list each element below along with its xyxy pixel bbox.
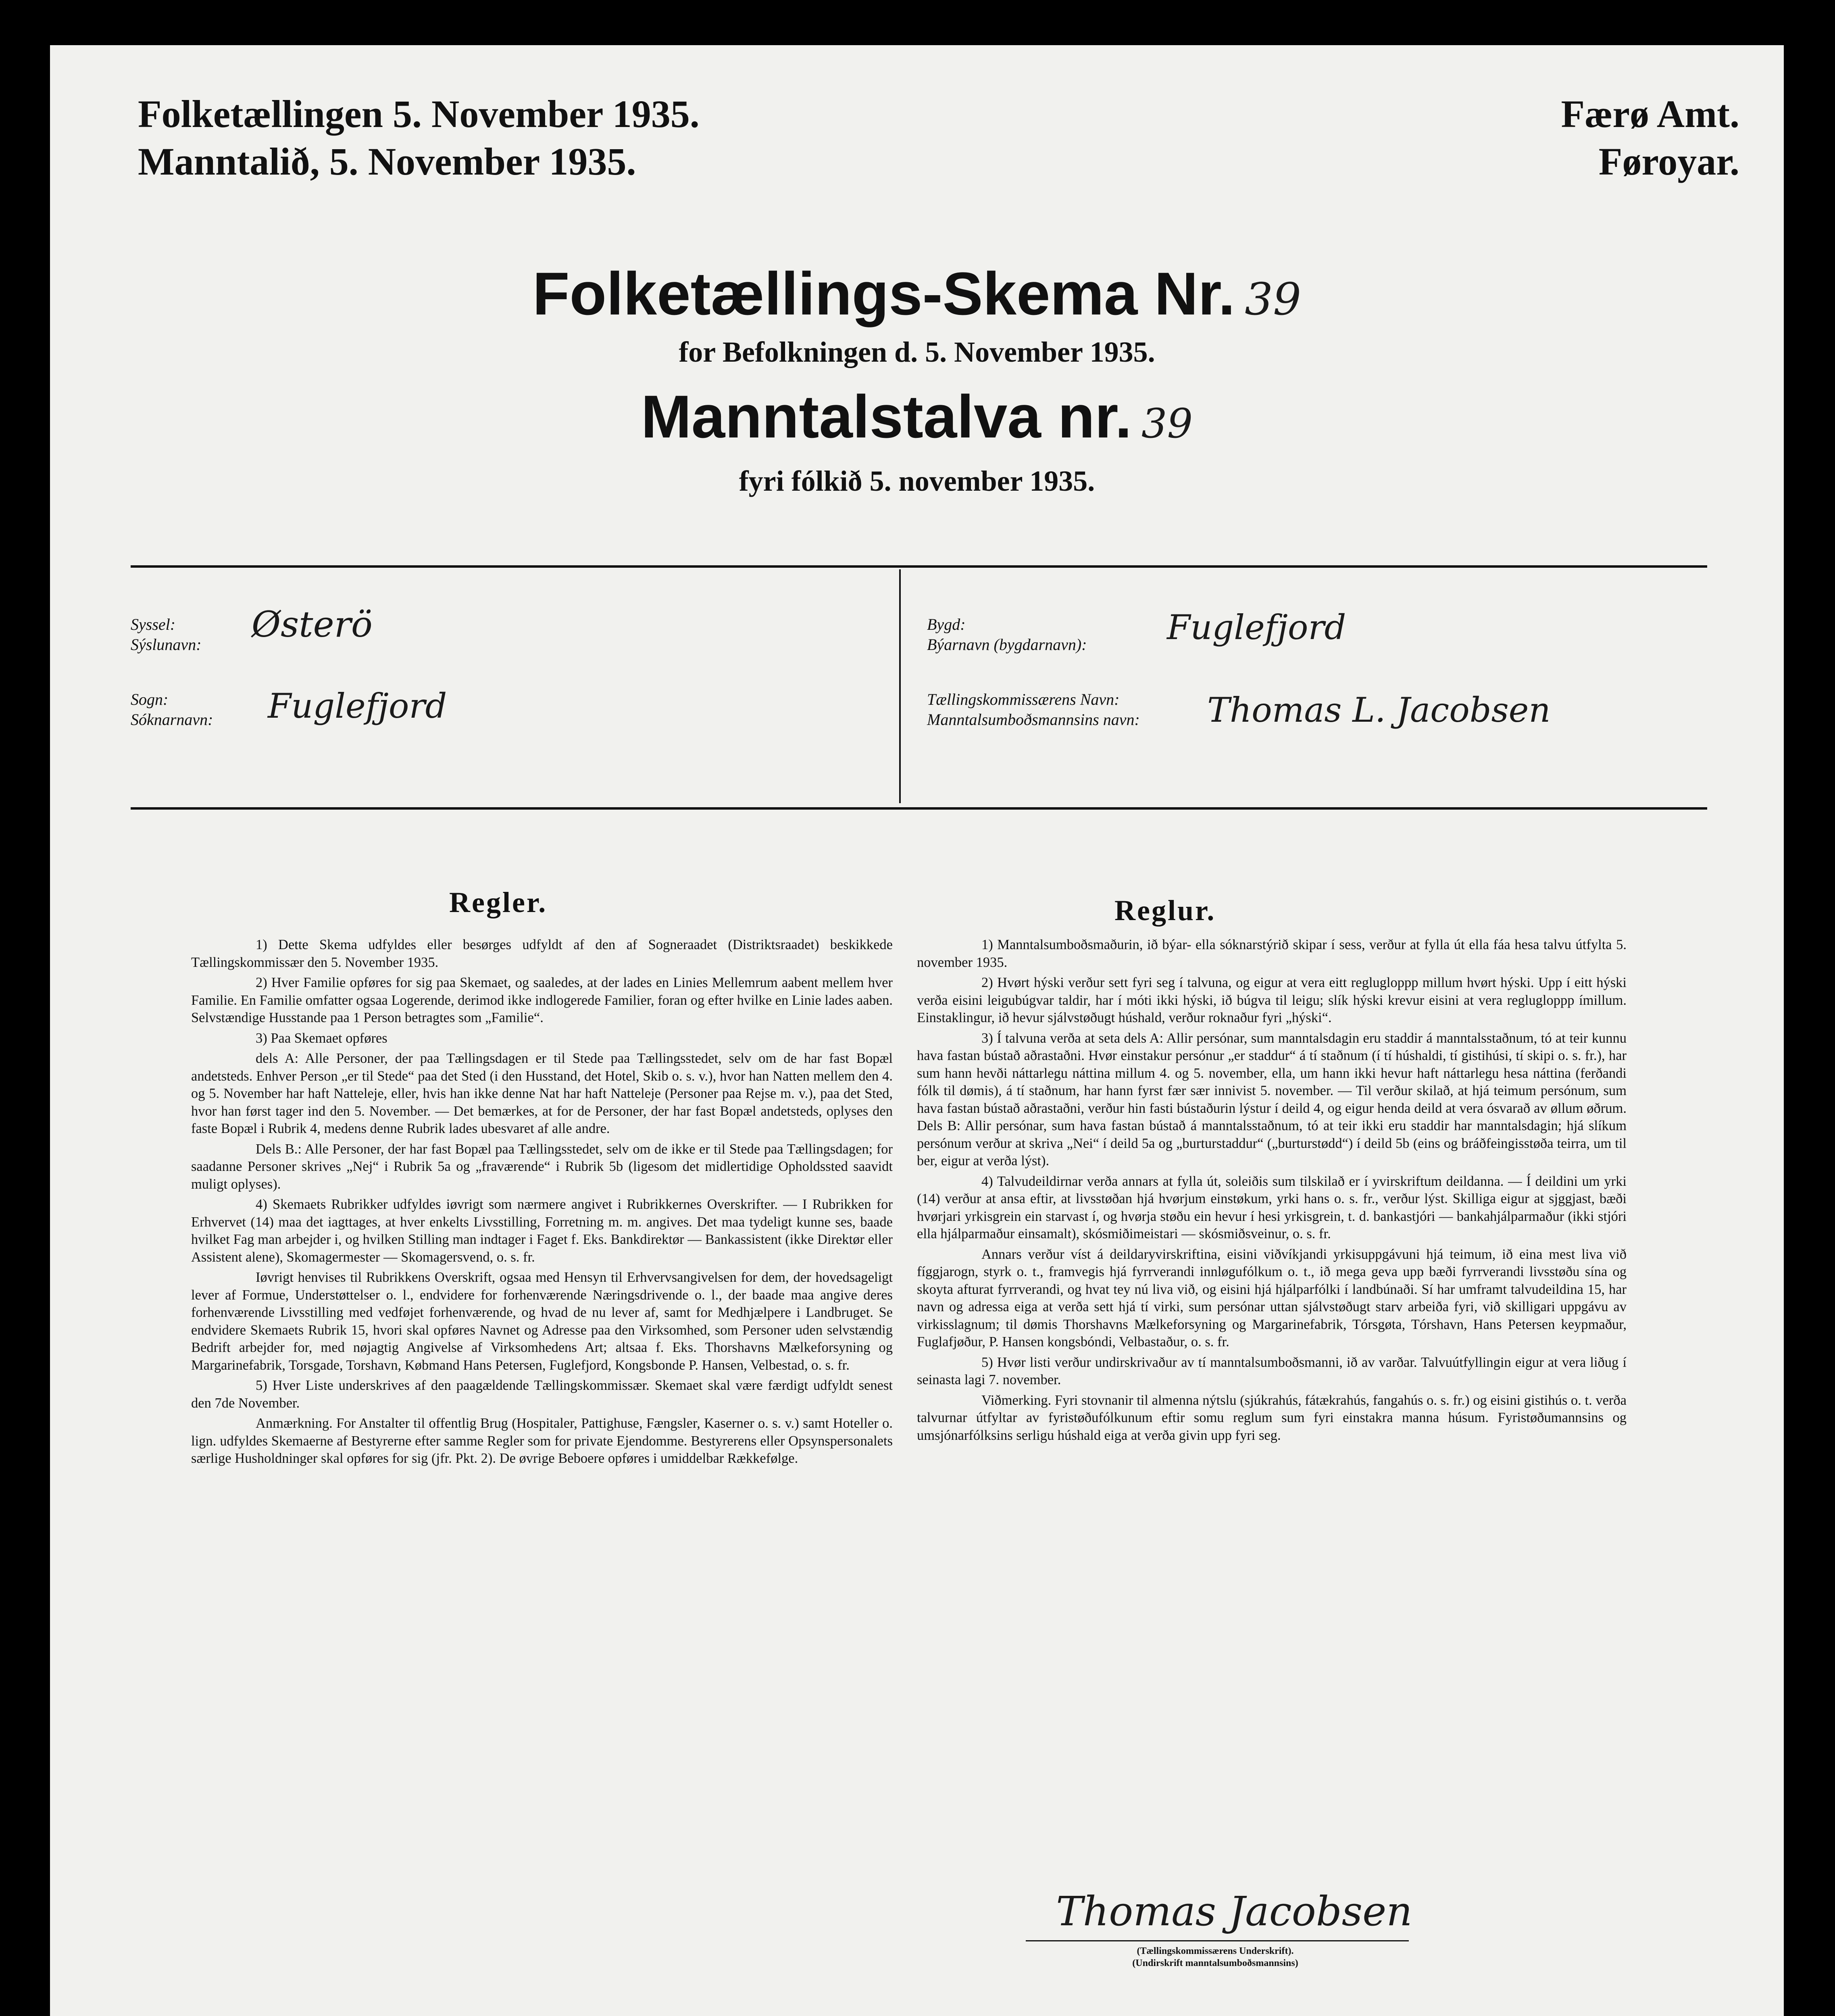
header-left: [138, 90, 700, 185]
title-danish-number: 39: [1245, 273, 1302, 325]
title-faroese-text: Manntalstalva nr.: [641, 383, 1132, 450]
header-right-line2: Føroyar.: [1598, 140, 1739, 183]
regler-paragraph: 2) Hver Familie opføres for sig paa Skemaet, og saaledes, at der lades en Linies Mellemrum aabent mellem hver Familie. En Familie omfatter ogsaa Logerende, derimod ikke indlogerede Familier, foran og efter hvilke en Linie lades aaben. Selvstændige Husstande paa 1 Person betragtes som „Familie“.: [191, 975, 893, 1025]
signature-line: [1026, 1940, 1409, 1941]
subtitle-danish: for Befolkningen d. 5. November 1935.: [679, 336, 1155, 368]
header-left-line2: Manntalið, 5. November 1935.: [138, 140, 636, 183]
subtitle-faroese: fyri fólkið 5. november 1935.: [739, 465, 1095, 497]
field-box-divider: [899, 569, 901, 803]
regler-paragraph: dels A: Alle Personer, der paa Tællingsdagen er til Stede paa Tællingsstedet, selv om de har fast Bopæl andetsteds. Enhver Person „er til Stede“ paa det Sted (i den Husstand, det Hotel, Skib o. s. v.), hvor han Natten mellem den 4. og 5. November har haft Natteleje, eller, hvis han ikke denne Nat har haft Natteleje (Personer paa Rejse m. v.), paa det Sted, hvor han først tager ind den 5. November. — Det bemærkes, at for de Personer, der har fast Bopæl andetsteds, oplyses den faste Bopæl i Rubrik 4, medens denne Rubrik lades ubesvaret af alle andre.: [191, 1051, 893, 1136]
syssel-value: Østerö: [252, 604, 373, 645]
reglur-paragraph: 3) Í talvuna verða at seta dels A: Allir persónar, sum manntalsdagin eru staddir á manntalsstaðnum, tó at teir kunnu hava fastan bústað aðrastaðni. Hvør einstakur persónur „er staddur“ á tí staðnum (í tí húshaldi, tí gistihúsi, tí skipi o. s. fr.), har sum hann hevði náttarlegu náttina millum 4. og 5. november, ella, um hann ikki hevur haft náttarlegu hesa náttina (ferðandi fólk til dømis), á tí staðnum, har hann fyrst fær sær innivist 5. november. — Til verður skilað, at hjá teimum persónum, sum hava fastan bústað aðrastaðni, verður hin fasti bústaðurin lýstur í deild 4, og eigur henda deild at vera ósvarað av øllum øðrum. Dels B: Allir persónar, sum hava fastan bústað á manntalsstaðnum, tó at teir ikki eru staddir har manntalsdagin; hjá slíkum persónum verður at skriva „Nei“ í deild 5a og „burturstaddur“ („burturstødd“) í deild 5b (eins og bráðfeingisstøða teirra, um til ber, eigur at verða lýst).: [917, 1030, 1627, 1168]
sogn-value: Fuglefjord: [268, 686, 447, 726]
field-box-bottom-rule: [131, 807, 1707, 810]
header-right: [1561, 90, 1739, 185]
field-box-top-rule: [131, 565, 1707, 568]
header-left-line1: Folketællingen 5. November 1935.: [138, 92, 700, 135]
reglur-paragraph: 2) Hvørt hýski verður sett fyri seg í talvuna, og eigur at vera eitt reglugloppp millum hvørt hýski. Upp í eitt hýski verða eisini leigubúgvar taldir, har í móti ikki hýski, ið búgva til leigu; slík hýski krevur eisini at vera reglugloppp ímillum. Einstaklingur, ið hevur sjálvstøðugt húshald, verður roknaður fyri „hýski“.: [917, 975, 1627, 1025]
title-faroese-number: 39: [1141, 400, 1193, 447]
sogn-label: Sogn: Sóknarnavn:: [131, 690, 213, 729]
regler-paragraph: Dels B.: Alle Personer, der har fast Bopæl paa Tællingsstedet, selv om de ikke er til Stede paa Tællingsdagen; for saadanne Personer skrives „Nej“ i Rubrik 5a og „fraværende“ i Rubrik 5b (ligesom det midlertidige Opholdssted saavidt muligt oplyses).: [191, 1141, 893, 1192]
reglur-title: Reglur.: [1114, 894, 1216, 927]
title-faroese: [50, 382, 1784, 452]
title-danish-text: Folketællings-Skema Nr.: [532, 260, 1235, 327]
regler-paragraph: Anmærkning. For Anstalter til offentlig Brug (Hospitaler, Pattighuse, Fængsler, Kaserner o. s. v.) samt Hoteller o. lign. udfyldes Skemaerne af Bestyrerne efter samme Regler som for private Ejendomme. Bestyrerens eller Opsynspersonalets særlige Husholdninger skal opføres for sig (jfr. Pkt. 2). De øvrige Beboere opføres i umiddelbar Rækkefølge.: [191, 1416, 893, 1466]
census-form-sheet: [50, 45, 1784, 2016]
reglur-paragraph: Viðmerking. Fyri stovnanir til almenna nýtslu (sjúkrahús, fátækrahús, fangahús o. s. fr.) og eisini gistihús o. t. verða talvurnar útfyltar av fyristøðufólkunum eftir somu reglum sum fyri einstakra manna húsum. Fyristøðumannsins og umsjónarfólksins serligu húshald eiga at verða givin upp fyri seg.: [917, 1392, 1627, 1443]
kommissaer-label: Tællingskommissærens Navn: Manntalsumboðsmannsins navn:: [927, 690, 1140, 729]
reglur-paragraph: Annars verður víst á deildaryvirskriftina, eisini viðvíkjandi yrkisuppgávuni hjá teimum, ið eina mest liva við fíggjarogn, styrk o. t., framvegis hjá fyrrverandi innløgufólkum o. t., ið mega geva upp bæði fyrrverandi livsstøðu sína og skoyta afturat fyrrverandi, og hvat tey nú liva við, og eisini hjá hjálparfólki í landbúnaði. Sí har umframt talvudeildina 15, har navn og adressa eiga at verða sett hjá tí virki, sum persónar uttan sjálvstøðugt starv arbeiða fyri, við skilligari uppgávu av virkisslagnum; til dømis Thorshavns Mælkeforsyning og Margarinefabrik, Tórsgøta, Tórshavn, Hans Petersen keypmaður, Fuglafjøður, P. Hansen kongsbóndi, Velbastaður, o. s. fr.: [917, 1246, 1627, 1350]
reglur-column: [917, 936, 1627, 1447]
bygd-value: Fuglefjord: [1167, 608, 1346, 647]
kommissaer-value: Thomas L. Jacobsen: [1207, 690, 1551, 730]
syssel-label: Syssel: Sýslunavn:: [131, 615, 202, 654]
reglur-paragraph: 5) Hvør listi verður undirskrivaður av tí manntalsumboðsmanni, ið av varðar. Talvuútfyllingin eigur at vera liðug í seinasta lagi 7. november.: [917, 1354, 1627, 1387]
regler-title: Regler.: [449, 886, 548, 918]
regler-paragraph: 4) Skemaets Rubrikker udfyldes iøvrigt som nærmere angivet i Rubrikkernes Overskrifter. — I Rubrikken for Erhvervet (14) maa det iagttages, at hver enkelts Livsstilling, Forretning m. m. angives. Det maa tydeligt kunne ses, baade hvilket Fag man arbejder i, og hvilken Stilling man indtager i Faget f. Eks. Bankdirektør — Bankassistent (ikke Direktør eller Assistent alene), Skomagermester — Skomagersvend, o. s. fr.: [191, 1197, 893, 1265]
header-right-line1: Færø Amt.: [1561, 92, 1739, 135]
regler-paragraph: 1) Dette Skema udfyldes eller besørges udfyldt af den af Sogneraadet (Distriktsraadet) beskikkede Tællingskommissær den 5. November 1935.: [191, 937, 893, 970]
regler-paragraph: 3) Paa Skemaet opføres: [256, 1030, 387, 1046]
signature-caption: (Tællingskommissærens Underskrift). (Undirskrift manntalsumboðsmannsins): [1132, 1946, 1298, 1968]
title-danish: [50, 259, 1784, 329]
reglur-paragraph: 4) Talvudeildirnar verða annars at fylla út, soleiðis sum tilskilað er í yvirskriftum deildanna. — Í deildini um yrki (14) verður at ansa eftir, at livsstøðan hjá hvørjum einstøkum, yrki hans o. s. fr., verður lýst. Skilliga eigur at sjggjast, bæði hvørjari yrkisgrein ein starvast í, og hvørja støðu ein hevur í hesi yrkisgrein, t. d. bankastjóri — bankahjálparmaður (ikki stjóri ella hjálparmaður einsamalt), skósmiðimeistari — skósmiðsveinur, o. s. fr.: [917, 1173, 1627, 1241]
regler-column: [191, 936, 893, 1470]
signature-handwritten: Thomas Jacobsen: [1056, 1888, 1412, 1935]
bygd-label: Bygd: Býarnavn (bygdarnavn):: [927, 615, 1087, 654]
reglur-paragraph: 1) Manntalsumboðsmaðurin, ið býar- ella sóknarstýrið skipar í sess, verður at fylla út ella fáa hesa talvu útfylta 5. november 1935.: [917, 937, 1627, 970]
regler-paragraph: 5) Hver Liste underskrives af den paagældende Tællingskommissær. Skemaet skal være færdigt udfyldt senest den 7de November.: [191, 1378, 893, 1411]
regler-paragraph: Iøvrigt henvises til Rubrikkens Overskrift, ogsaa med Hensyn til Erhvervsangivelsen for dem, der hovedsageligt lever af Formue, Understøttelser o. l., endvidere for forhenværende Næringsdrivende o. l., der baade maa angive deres forhenværende Livsstilling med vedføjet forhenværende, og hvad de nu lever af, samt for Medhjælpere i Landbruget. Se endvidere Skemaets Rubrik 15, hvori skal opføres Navnet og Adresse paa den Virksomhed, som Personer uden selvstændig Bedrift arbejder for, med nøjagtig Angivelse af Virksomhedens Art; altsaa f. Eks. Thorshavns Mælkeforsyning og Margarinefabrik, Torsgade, Torshavn, Købmand Hans Petersen, Fuglefjord, Kongsbonde P. Hansen, Velbestad, o. s. fr.: [191, 1270, 893, 1373]
